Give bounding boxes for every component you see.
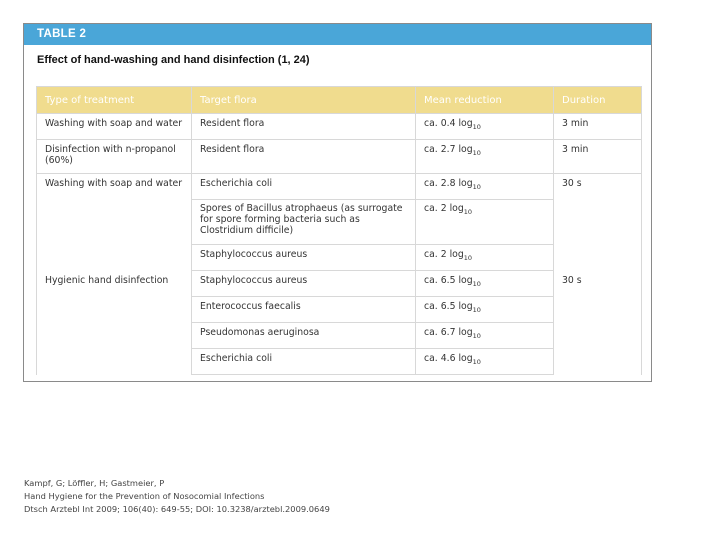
cell-reduction: ca. 2.7 $\log_{10}$ — [416, 140, 554, 174]
cell-treatment: Washing with soap and water — [37, 114, 192, 140]
column-header-duration: Duration — [554, 87, 642, 114]
citation — [24, 477, 330, 517]
citation-authors: Kampf, G; Löffler, H; Gastmeier, P — [24, 478, 165, 488]
table-row — [37, 200, 642, 245]
cell-flora: Resident flora — [192, 114, 416, 140]
cell-reduction: ca. 6.5 $\log_{10}$ — [416, 271, 554, 297]
cell-duration — [554, 297, 642, 323]
cell-flora: Spores of Bacillus atrophaeus (as surrogate for spore forming bacteria such as Clostridium difficile) — [192, 200, 416, 245]
data-table — [36, 86, 642, 375]
cell-reduction: ca. 6.5 $\log_{10}$ — [416, 297, 554, 323]
table-row — [37, 114, 642, 140]
cell-flora: Escherichia coli — [192, 349, 416, 375]
cell-treatment — [37, 200, 192, 245]
cell-treatment: Disinfection with n-propanol (60%) — [37, 140, 192, 174]
cell-duration — [554, 349, 642, 375]
table-row — [37, 140, 642, 174]
table-row — [37, 271, 642, 297]
cell-duration — [554, 200, 642, 245]
table-row — [37, 174, 642, 200]
cell-duration: 30 s — [554, 271, 642, 297]
cell-reduction: ca. 2 $\log_{10}$ — [416, 200, 554, 245]
table-row — [37, 323, 642, 349]
cell-reduction: ca. 2.8 $\log_{10}$ — [416, 174, 554, 200]
cell-treatment — [37, 297, 192, 323]
cell-duration — [554, 245, 642, 271]
table-row — [37, 349, 642, 375]
cell-flora: Enterococcus faecalis — [192, 297, 416, 323]
cell-treatment — [37, 323, 192, 349]
cell-duration: 3 min — [554, 114, 642, 140]
cell-treatment: Washing with soap and water — [37, 174, 192, 200]
table-row — [37, 245, 642, 271]
column-header-mean-reduction: Mean reduction — [416, 87, 554, 114]
cell-reduction: ca. 0.4 $\log_{10}$ — [416, 114, 554, 140]
column-header-target-flora: Target flora — [192, 87, 416, 114]
cell-reduction: ca. 4.6 $\log_{10}$ — [416, 349, 554, 375]
citation-title: Hand Hygiene for the Prevention of Nosocomial Infections — [24, 491, 265, 502]
cell-treatment — [37, 349, 192, 375]
cell-flora: Pseudomonas aeruginosa — [192, 323, 416, 349]
cell-duration: 3 min — [554, 140, 642, 174]
cell-duration — [554, 323, 642, 349]
cell-reduction: ca. 2 $\log_{10}$ — [416, 245, 554, 271]
citation-reference: Dtsch Arztebl Int 2009; 106(40): 649-55; DOI: 10.3238/arztebl.2009.0649 — [24, 504, 330, 515]
table-header-band — [24, 24, 651, 45]
cell-reduction: ca. 6.7 $\log_{10}$ — [416, 323, 554, 349]
cell-flora: Resident flora — [192, 140, 416, 174]
cell-treatment — [37, 245, 192, 271]
column-header-treatment: Type of treatment — [37, 87, 192, 114]
cell-flora: Staphylococcus aureus — [192, 245, 416, 271]
column-header-row — [37, 87, 642, 114]
table-card — [23, 23, 652, 382]
cell-treatment: Hygienic hand disinfection — [37, 271, 192, 297]
cell-flora: Staphylococcus aureus — [192, 271, 416, 297]
cell-flora: Escherichia coli — [192, 174, 416, 200]
cell-duration: 30 s — [554, 174, 642, 200]
table-row — [37, 297, 642, 323]
table-title: Effect of hand-washing and hand disinfection (1, 24) — [37, 54, 310, 66]
table-label: TABLE 2 — [37, 28, 87, 40]
